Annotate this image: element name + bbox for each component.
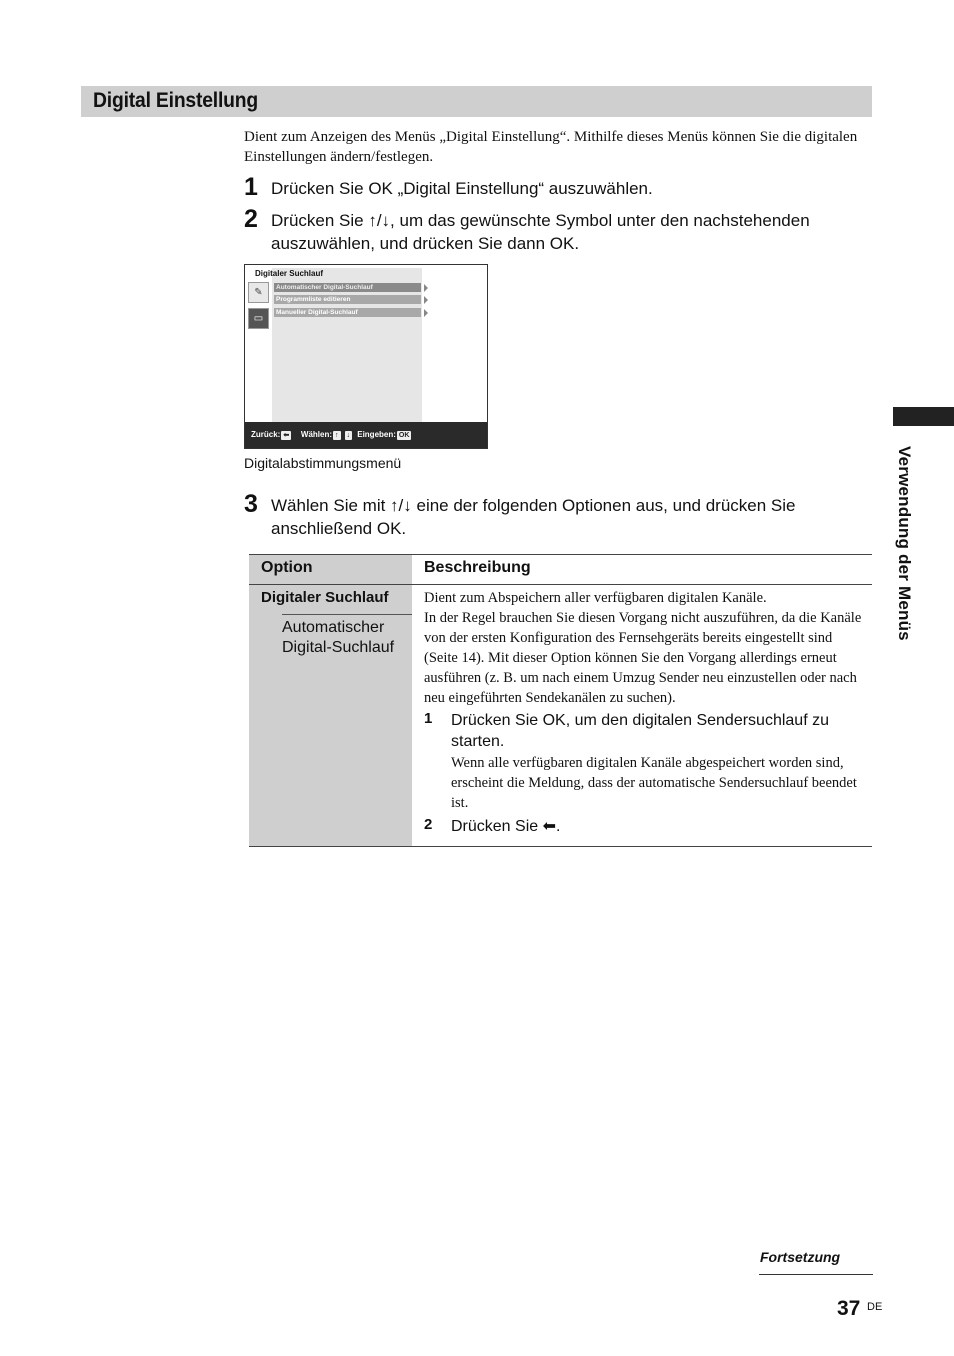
menu-item-manual-search[interactable]: Manueller Digital-Suchlauf <box>274 308 421 317</box>
footer-enter-label: Eingeben: <box>357 430 396 439</box>
ok-key: OK <box>398 432 410 439</box>
menu-footer <box>245 422 487 448</box>
sub-step-number: 1 <box>424 710 433 727</box>
step-number: 2 <box>244 205 258 233</box>
step-text: Drücken Sie ↑/↓, um das gewünschte Symbol unter den nachstehenden auszuwählen, und drücken Sie dann OK. <box>271 211 810 253</box>
continued-rule <box>759 1274 873 1275</box>
section-title: Digital Einstellung <box>93 89 259 112</box>
continued-label: Fortsetzung <box>760 1249 841 1265</box>
step-number: 3 <box>244 490 258 518</box>
header-option: Option <box>261 559 313 576</box>
option-description: Dient zum Abspeichern aller verfügbaren digitalen Kanäle. <box>424 590 767 606</box>
step-text: Drücken Sie OK „Digital Einstellung“ auszuwählen. <box>271 179 653 198</box>
menu-item-auto-search[interactable]: Automatischer Digital-Suchlauf <box>274 283 421 292</box>
tv-settings-icon: ▭ <box>248 308 269 329</box>
down-key-icon: ↓ <box>346 432 350 439</box>
chapter-tab <box>893 407 954 426</box>
step-text: Wählen Sie mit ↑/↓ eine der folgenden Optionen aus, und drücken Sie anschließend OK. <box>271 496 796 538</box>
option-divider <box>282 614 412 615</box>
chevron-right-icon <box>424 309 428 317</box>
option-description-more: In der Regel brauchen Sie diesen Vorgang nicht auszuführen, da die Kanäle von der ersten Konfiguration des Fernsehgeräts bereits eingestellt sind (Seite 14). Mit dieser Option können Sie den Vorgang allerdings erneut ausführen (z. B. um nach einem Umzug Sender neu einzustellen oder nach neu eingeführten Sendekanälen zu suchen). <box>424 610 862 706</box>
header-divider <box>249 584 872 585</box>
chapter-label: Verwendung der Menüs <box>895 446 914 641</box>
up-key-icon: ↑ <box>335 432 339 439</box>
page-number: 37 <box>837 1297 861 1320</box>
header-description: Beschreibung <box>424 559 531 576</box>
step-number: 1 <box>244 173 258 201</box>
page-language: DE <box>867 1301 883 1313</box>
wrench-icon: ✎ <box>248 282 269 303</box>
tv-menu-screenshot <box>244 264 488 449</box>
option-subname: Automatischer Digital-Suchlauf <box>282 619 395 656</box>
menu-item-edit-list[interactable]: Programmliste editieren <box>274 295 421 304</box>
sub-step-note: Wenn alle verfügbaren digitalen Kanäle abgespeichert worden sind, erscheint die Meldung, dass der automatische Sendersuchlauf beendet ist. <box>451 755 857 811</box>
back-key-icon: ⬅ <box>283 432 290 439</box>
options-table <box>249 554 872 847</box>
figure-caption: Digitalabstimmungsmenü <box>244 455 402 471</box>
section-header <box>81 86 872 117</box>
menu-title: Digitaler Suchlauf <box>255 269 324 278</box>
chevron-right-icon <box>424 284 428 292</box>
footer-select-label: Wählen: <box>300 430 332 439</box>
sub-step-text: Drücken Sie ⬅. <box>451 818 561 835</box>
chevron-right-icon <box>424 296 428 304</box>
sub-step-number: 2 <box>424 816 433 833</box>
sub-step-text: Drücken Sie OK, um den digitalen Sendersuchlauf zu starten. <box>451 712 829 750</box>
intro-paragraph: Dient zum Anzeigen des Menüs „Digital Einstellung“. Mithilfe dieses Menüs können Sie die digitalen Einstellungen ändern/festlegen. <box>244 129 858 165</box>
option-name: Digitaler Suchlauf <box>261 589 389 606</box>
footer-back-label: Zurück: <box>251 430 281 439</box>
